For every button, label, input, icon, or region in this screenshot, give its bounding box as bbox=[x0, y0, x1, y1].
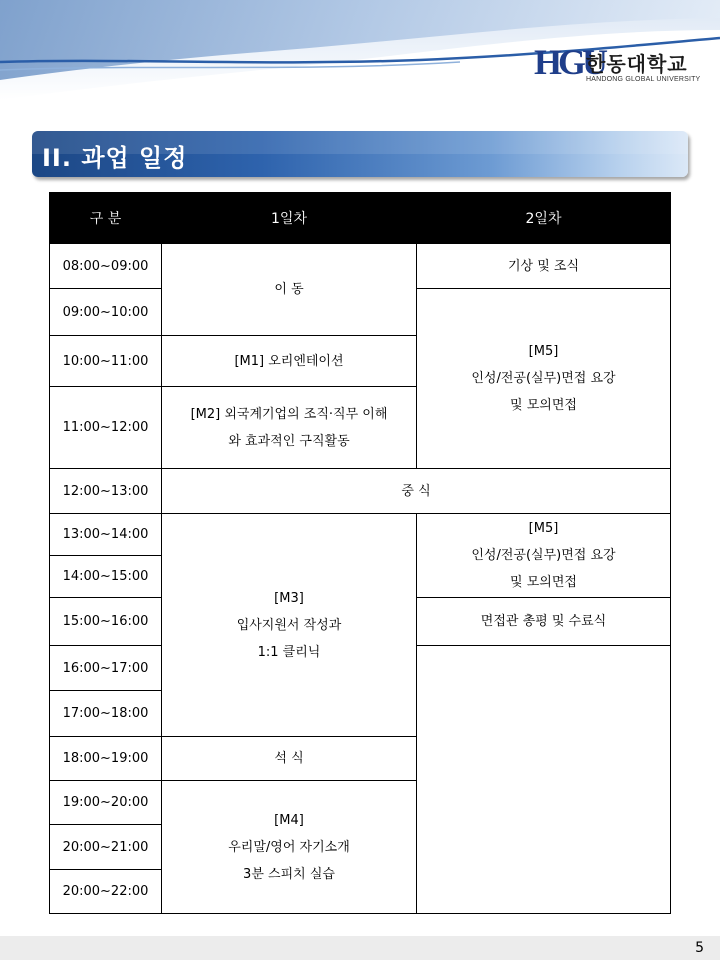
day1-move: 이 동 bbox=[162, 244, 417, 336]
time-cell: 13:00~14:00 bbox=[50, 514, 162, 556]
header-category: 구 분 bbox=[50, 193, 162, 244]
section-title: II. 과업 일정 bbox=[42, 144, 188, 172]
time-cell: 12:00~13:00 bbox=[50, 469, 162, 514]
time-cell: 11:00~12:00 bbox=[50, 387, 162, 469]
day2-m5-afternoon: [M5] 인성/전공(실무)면접 요강 및 모의면접 bbox=[417, 514, 671, 598]
time-cell: 20:00~21:00 bbox=[50, 825, 162, 870]
time-cell: 18:00~19:00 bbox=[50, 737, 162, 781]
time-cell: 16:00~17:00 bbox=[50, 646, 162, 691]
university-name-english: HANDONG GLOBAL UNIVERSITY bbox=[586, 76, 701, 83]
header-day1: 1일차 bbox=[162, 193, 417, 244]
section-title-bar bbox=[32, 131, 688, 177]
day2-closing: 면접관 총평 및 수료식 bbox=[417, 598, 671, 646]
day1-dinner: 석 식 bbox=[162, 737, 417, 781]
time-cell: 15:00~16:00 bbox=[50, 598, 162, 646]
time-cell: 09:00~10:00 bbox=[50, 289, 162, 336]
hgu-logo-mark: HGU bbox=[534, 42, 605, 82]
page-number: 5 bbox=[695, 940, 704, 956]
time-cell: 19:00~20:00 bbox=[50, 781, 162, 825]
day2-empty-cell bbox=[417, 646, 671, 914]
header-day2: 2일차 bbox=[417, 193, 671, 244]
table-row bbox=[50, 469, 671, 514]
time-cell: 08:00~09:00 bbox=[50, 244, 162, 289]
university-name-korean: 한동대학교 bbox=[586, 52, 688, 76]
day2-m5-morning: [M5] 인성/전공(실무)면접 요강 및 모의면접 bbox=[417, 289, 671, 469]
time-cell: 20:00~22:00 bbox=[50, 870, 162, 914]
day2-wakeup: 기상 및 조식 bbox=[417, 244, 671, 289]
table-row bbox=[50, 244, 671, 289]
table-header-row bbox=[50, 193, 671, 244]
day1-m3: [M3] 입사지원서 작성과 1:1 클리닉 bbox=[162, 514, 417, 737]
day1-m2: [M2] 외국계기업의 조직·직무 이해 와 효과적인 구직활동 bbox=[162, 387, 417, 469]
table-row bbox=[50, 514, 671, 556]
schedule-table bbox=[49, 192, 671, 914]
time-cell: 14:00~15:00 bbox=[50, 556, 162, 598]
time-cell: 17:00~18:00 bbox=[50, 691, 162, 737]
day1-m4: [M4] 우리말/영어 자기소개 3분 스피치 실습 bbox=[162, 781, 417, 914]
university-logo bbox=[534, 42, 714, 96]
day1-m1: [M1] 오리엔테이션 bbox=[162, 336, 417, 387]
page-footer bbox=[0, 936, 720, 960]
lunch: 중 식 bbox=[162, 469, 671, 514]
time-cell: 10:00~11:00 bbox=[50, 336, 162, 387]
